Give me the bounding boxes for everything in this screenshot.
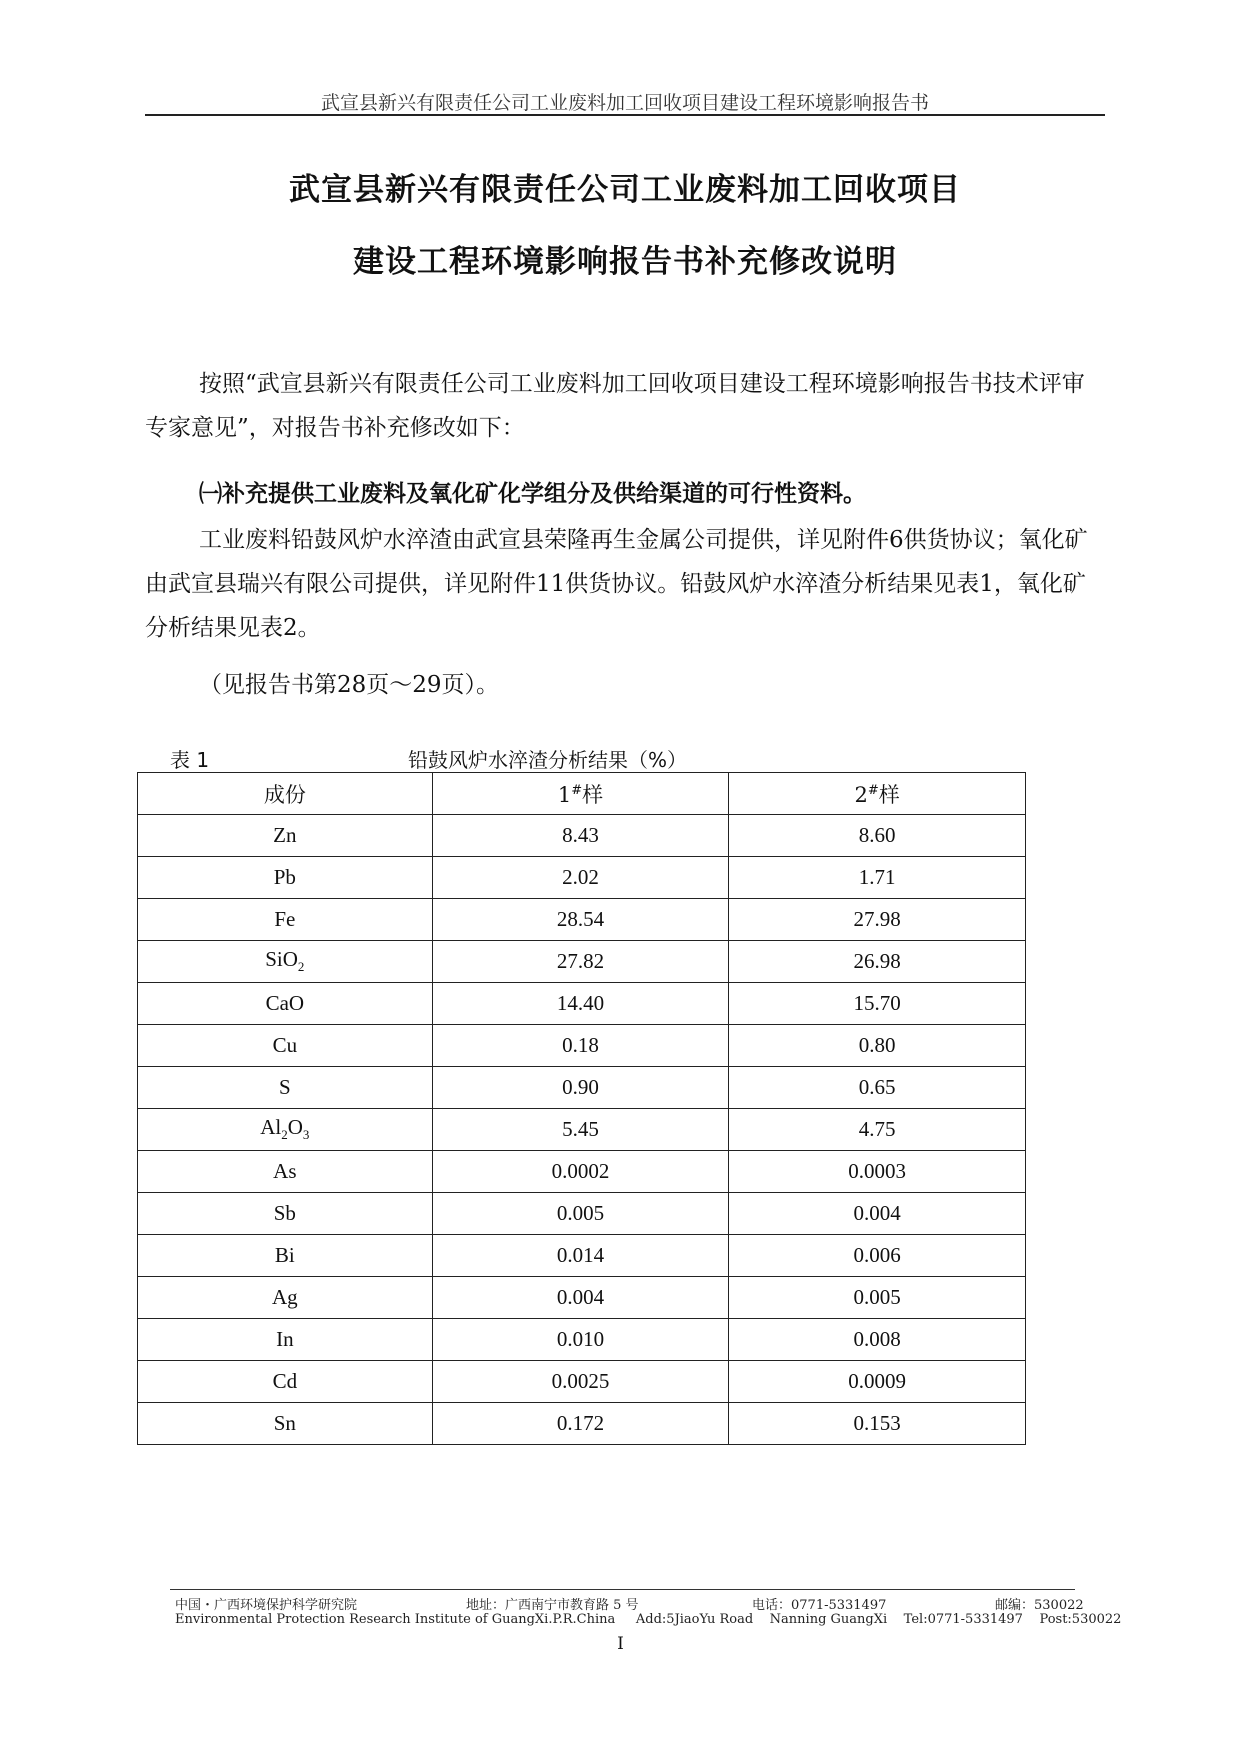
cell-sample-2: 1.71 — [729, 857, 1026, 899]
footer-address: 地址：广西南宁市教育路 5 号 — [466, 1598, 639, 1613]
table-row — [138, 1235, 1026, 1277]
footer-rule — [170, 1589, 1075, 1590]
cell-sample-1: 14.40 — [432, 983, 729, 1025]
cell-sample-2: 0.80 — [729, 1025, 1026, 1067]
cell-sample-2: 0.0003 — [729, 1151, 1026, 1193]
formula-subscript: 3 — [302, 1127, 310, 1143]
footer-english: Environmental Protection Research Institute of GuangXi.P.R.China Add:5JiaoYu Road Nanning GuangXi Tel:0771-5331497 Post:530022 — [175, 1612, 1122, 1627]
header-sample-2-number: 2 — [854, 782, 868, 807]
cell-component: Pb — [138, 857, 433, 899]
cell-sample-2: 0.0009 — [729, 1361, 1026, 1403]
table-row — [138, 1151, 1026, 1193]
table-row — [138, 983, 1026, 1025]
table-row — [138, 899, 1026, 941]
running-header: 武宣县新兴有限责任公司工业废料加工回收项目建设工程环境影响报告书 — [320, 92, 929, 114]
table-row — [138, 1319, 1026, 1361]
table-row — [138, 1109, 1026, 1151]
cell-component — [138, 941, 433, 983]
table-1-label: 表 1 — [170, 748, 210, 772]
table-row — [138, 1067, 1026, 1109]
cell-sample-1: 0.90 — [432, 1067, 729, 1109]
formula-subscript: 2 — [281, 1127, 288, 1143]
cell-sample-1: 5.45 — [432, 1109, 729, 1151]
analysis-table — [137, 772, 1026, 1445]
cell-sample-2: 0.005 — [729, 1277, 1026, 1319]
page-number: I — [617, 1634, 624, 1654]
cell-sample-2: 15.70 — [729, 983, 1026, 1025]
cell-sample-1: 0.0002 — [432, 1151, 729, 1193]
table-row — [138, 1025, 1026, 1067]
formula-part: SiO — [265, 947, 298, 972]
cell-sample-1: 0.172 — [432, 1403, 729, 1445]
table-row — [138, 941, 1026, 983]
cell-sample-2: 0.153 — [729, 1403, 1026, 1445]
cell-sample-2: 0.006 — [729, 1235, 1026, 1277]
cell-component: Ag — [138, 1277, 433, 1319]
cell-sample-1: 2.02 — [432, 857, 729, 899]
cell-sample-2: 26.98 — [729, 941, 1026, 983]
cell-component: Bi — [138, 1235, 433, 1277]
formula-part: O — [287, 1115, 303, 1140]
cell-sample-2: 0.008 — [729, 1319, 1026, 1361]
header-component: 成份 — [138, 773, 433, 815]
table-row — [138, 815, 1026, 857]
header-sample-2-suffix: 样 — [878, 782, 900, 807]
intro-paragraph: 按照“武宣县新兴有限责任公司工业废料加工回收项目建设工程环境影响报告书技术评审专家意见”，对报告书补充修改如下： — [145, 371, 1085, 441]
cell-sample-1: 0.005 — [432, 1193, 729, 1235]
cell-sample-1: 8.43 — [432, 815, 729, 857]
table-row — [138, 1277, 1026, 1319]
header-sample-1-suffix: 样 — [582, 782, 604, 807]
cell-sample-2: 27.98 — [729, 899, 1026, 941]
cell-sample-1: 27.82 — [432, 941, 729, 983]
cell-sample-1: 0.18 — [432, 1025, 729, 1067]
cell-component: Cu — [138, 1025, 433, 1067]
cell-sample-1: 0.010 — [432, 1319, 729, 1361]
section-1-reference: （见报告书第28页～29页）。 — [199, 672, 500, 698]
header-sample-2 — [729, 773, 1026, 815]
cell-sample-1: 28.54 — [432, 899, 729, 941]
cell-sample-2: 0.65 — [729, 1067, 1026, 1109]
cell-component: Sn — [138, 1403, 433, 1445]
cell-sample-2: 8.60 — [729, 815, 1026, 857]
cell-sample-1: 0.0025 — [432, 1361, 729, 1403]
header-sample-1 — [432, 773, 729, 815]
table-row — [138, 857, 1026, 899]
cell-component: Sb — [138, 1193, 433, 1235]
header-sample-1-number: 1 — [557, 782, 572, 807]
footer-phone: 电话：0771-5331497 — [752, 1598, 887, 1613]
table-row — [138, 1361, 1026, 1403]
cell-component: Fe — [138, 899, 433, 941]
cell-component: Cd — [138, 1361, 433, 1403]
header-rule — [145, 114, 1105, 116]
cell-component: CaO — [138, 983, 433, 1025]
cell-sample-2: 4.75 — [729, 1109, 1026, 1151]
formula-subscript: 2 — [297, 959, 305, 975]
footer-postcode: 邮编：530022 — [995, 1598, 1084, 1613]
document-title-line-1: 武宣县新兴有限责任公司工业废料加工回收项目 — [289, 172, 961, 208]
formula-part: Al — [260, 1115, 282, 1140]
cell-component: As — [138, 1151, 433, 1193]
table-header-row — [138, 773, 1026, 815]
document-title-line-2: 建设工程环境影响报告书补充修改说明 — [353, 244, 897, 280]
cell-component: S — [138, 1067, 433, 1109]
section-1-paragraph: 工业废料铅鼓风炉水淬渣由武宣县荣隆再生金属公司提供，详见附件6供货协议；氧化矿由武宣县瑞兴有限公司提供，详见附件11供货协议。铅鼓风炉水淬渣分析结果见表1，氧化矿分析结果见表2。 — [145, 527, 1088, 641]
table-1-caption: 铅鼓风炉水淬渣分析结果（%） — [408, 748, 688, 772]
cell-sample-1: 0.004 — [432, 1277, 729, 1319]
cell-component: In — [138, 1319, 433, 1361]
cell-sample-2: 0.004 — [729, 1193, 1026, 1235]
cell-component — [138, 1109, 433, 1151]
footer-organization: 中国・广西环境保护科学研究院 — [175, 1598, 358, 1613]
cell-component: Zn — [138, 815, 433, 857]
table-row — [138, 1403, 1026, 1445]
header-sample-2-sup: # — [867, 782, 879, 798]
header-sample-1-sup: # — [571, 782, 583, 798]
table-row — [138, 1193, 1026, 1235]
cell-sample-1: 0.014 — [432, 1235, 729, 1277]
section-1-heading: ㈠补充提供工业废料及氧化矿化学组分及供给渠道的可行性资料。 — [199, 480, 866, 507]
